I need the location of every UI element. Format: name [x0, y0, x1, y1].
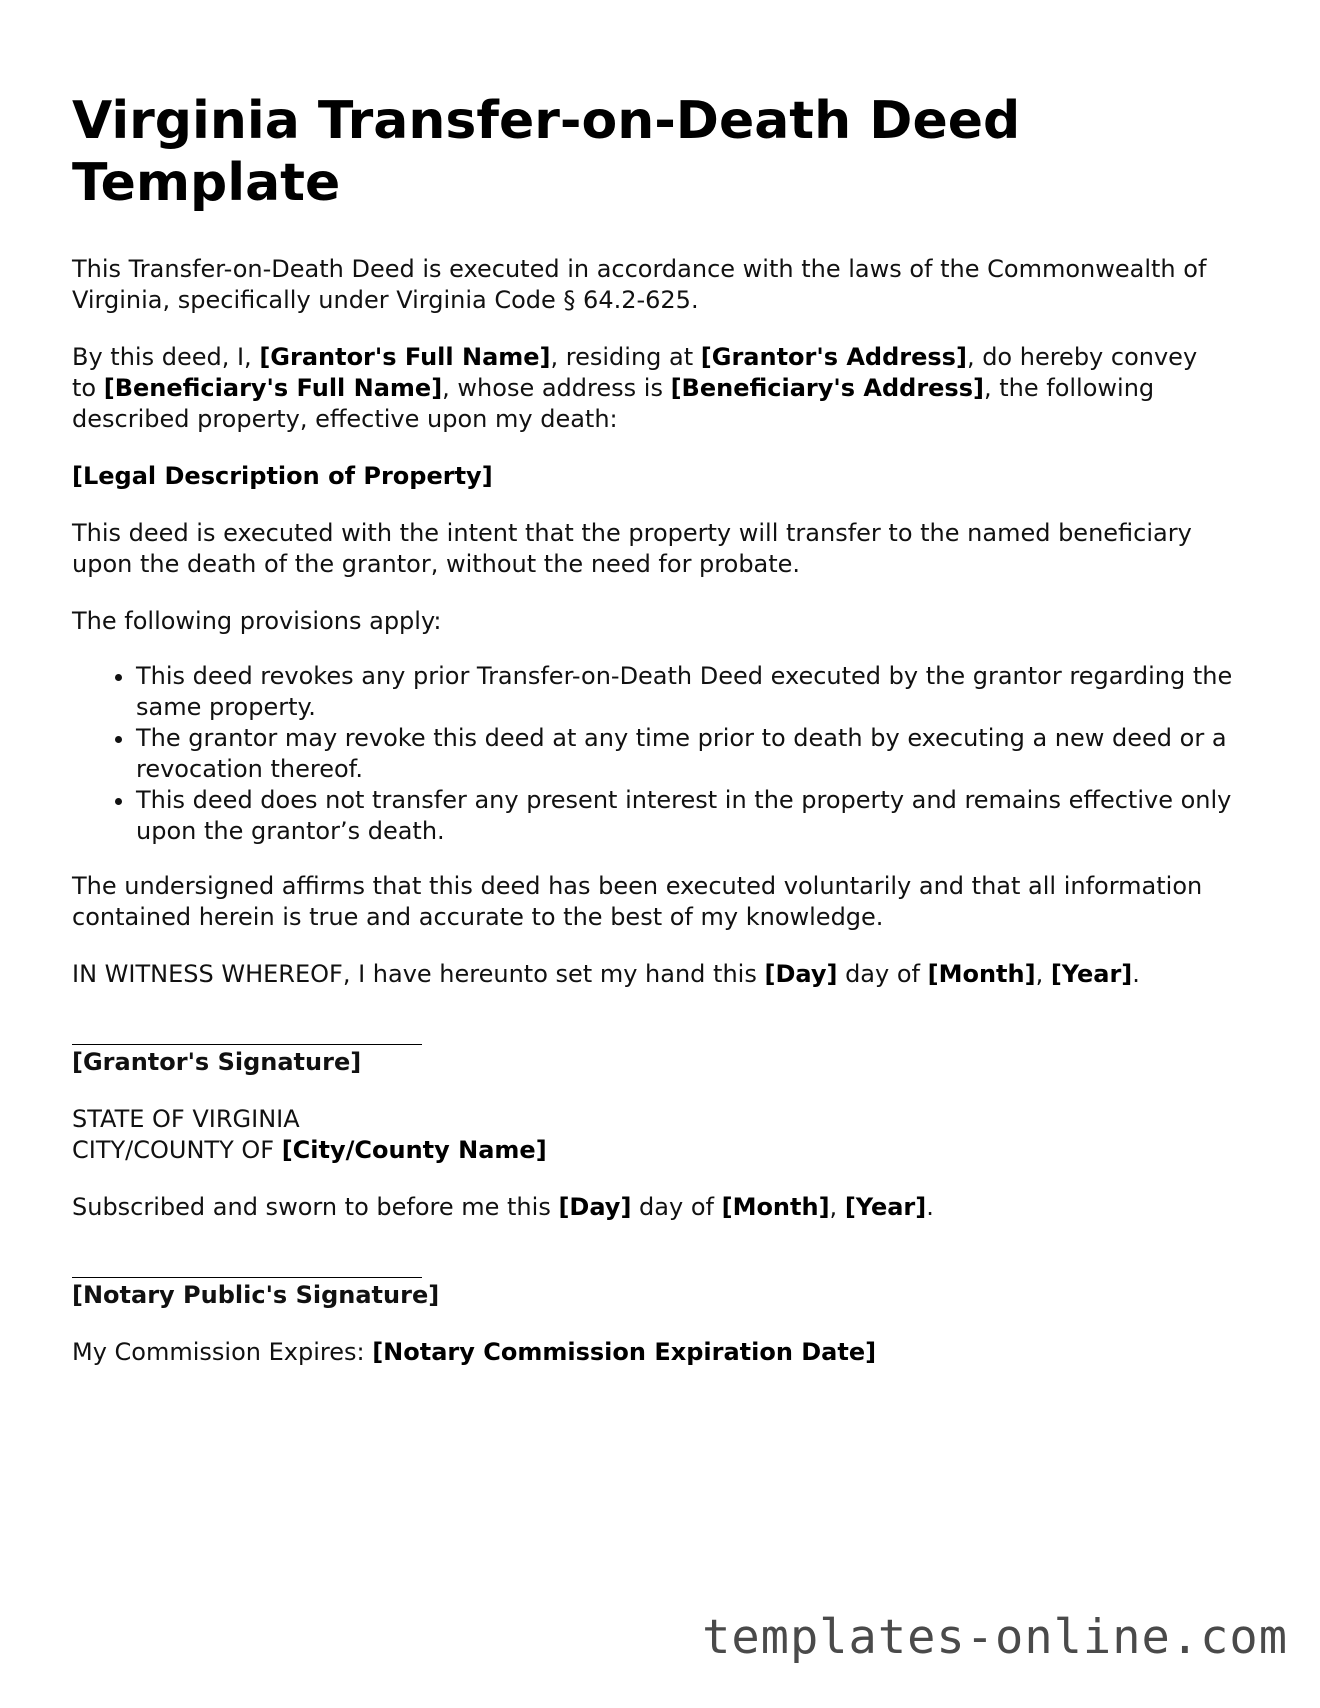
- conveyance-text: , the following described property, effective upon my death:: [72, 374, 1155, 433]
- county-label: CITY/COUNTY OF: [72, 1136, 282, 1164]
- sworn-text: day of: [631, 1193, 722, 1221]
- intent-paragraph: This deed is executed with the intent that the property will transfer to the named beneficiary upon the death of the grantor, without the need for probate.: [72, 519, 1192, 578]
- provisions-list: [72, 661, 1246, 847]
- grantor-signature-line[interactable]: [72, 1016, 422, 1045]
- list-item: • The grantor may revoke this deed at any time prior to death by executing a new deed or a revocation thereof.: [136, 723, 1246, 785]
- sworn-text: .: [926, 1193, 934, 1221]
- county-line: [72, 1135, 1222, 1166]
- notary-signature-label: [Notary Public's Signature]: [72, 1281, 440, 1309]
- year-placeholder: [Year]: [1050, 960, 1133, 988]
- sworn-text: ,: [829, 1193, 845, 1221]
- grantor-signature-label: [Grantor's Signature]: [72, 1048, 362, 1076]
- notary-signature-block: [72, 1249, 1252, 1311]
- list-item: • This deed revokes any prior Transfer-on-Death Deed executed by the grantor regarding the same property.: [136, 661, 1246, 723]
- document-title: Virginia Transfer-on-Death Deed Template: [72, 91, 1021, 213]
- witness-text: .: [1132, 960, 1140, 988]
- commission-label: My Commission Expires:: [72, 1338, 373, 1366]
- legal-description-text: [Legal Description of Property]: [72, 462, 493, 490]
- intro-paragraph: This Transfer-on-Death Deed is executed in accordance with the laws of the Commonwealth of Virginia, specifically under Virginia Code § 64.2-625.: [72, 255, 1207, 314]
- grantor-name-placeholder: [Grantor's Full Name]: [259, 343, 551, 371]
- sworn-text: Subscribed and sworn to before me this: [72, 1193, 559, 1221]
- conveyance-text: , whose address is: [442, 374, 671, 402]
- notary-signature-line[interactable]: [72, 1249, 422, 1278]
- grantor-address-placeholder: [Grantor's Address]: [700, 343, 967, 371]
- day-placeholder: [Day]: [558, 1193, 632, 1221]
- site-watermark: templates-online.com: [702, 1610, 1288, 1665]
- witness-paragraph: [72, 959, 1222, 990]
- conveyance-text: , residing at: [550, 343, 701, 371]
- affirmation-paragraph: The undersigned affirms that this deed has been executed voluntarily and that all information contained herein is true and accurate to the best of my knowledge.: [72, 872, 1203, 931]
- legal-description-placeholder: [72, 461, 1222, 492]
- witness-text: IN WITNESS WHEREOF, I have hereunto set my hand this: [72, 960, 765, 988]
- day-placeholder: [Day]: [764, 960, 838, 988]
- witness-text: ,: [1035, 960, 1051, 988]
- notary-venue: [72, 1104, 1252, 1166]
- county-placeholder: [City/County Name]: [281, 1136, 547, 1164]
- conveyance-paragraph: [72, 342, 1222, 435]
- list-item: • This deed does not transfer any present interest in the property and remains effective only upon the grantor’s death.: [136, 785, 1246, 847]
- month-placeholder: [Month]: [927, 960, 1036, 988]
- witness-text: day of: [837, 960, 928, 988]
- month-placeholder: [Month]: [721, 1193, 830, 1221]
- document-page: [72, 90, 1252, 1394]
- commission-date-placeholder: [Notary Commission Expiration Date]: [372, 1338, 877, 1366]
- grantor-signature-block: [72, 1016, 1252, 1078]
- beneficiary-name-placeholder: [Beneficiary's Full Name]: [103, 374, 443, 402]
- conveyance-text: By this deed, I,: [72, 343, 260, 371]
- provisions-heading: The following provisions apply:: [72, 607, 442, 635]
- year-placeholder: [Year]: [844, 1193, 927, 1221]
- conveyance-text: , do hereby convey to: [72, 343, 1198, 402]
- state-line: STATE OF VIRGINIA: [72, 1105, 300, 1133]
- sworn-paragraph: [72, 1192, 1222, 1223]
- beneficiary-address-placeholder: [Beneficiary's Address]: [670, 374, 984, 402]
- commission-line: [72, 1337, 1222, 1368]
